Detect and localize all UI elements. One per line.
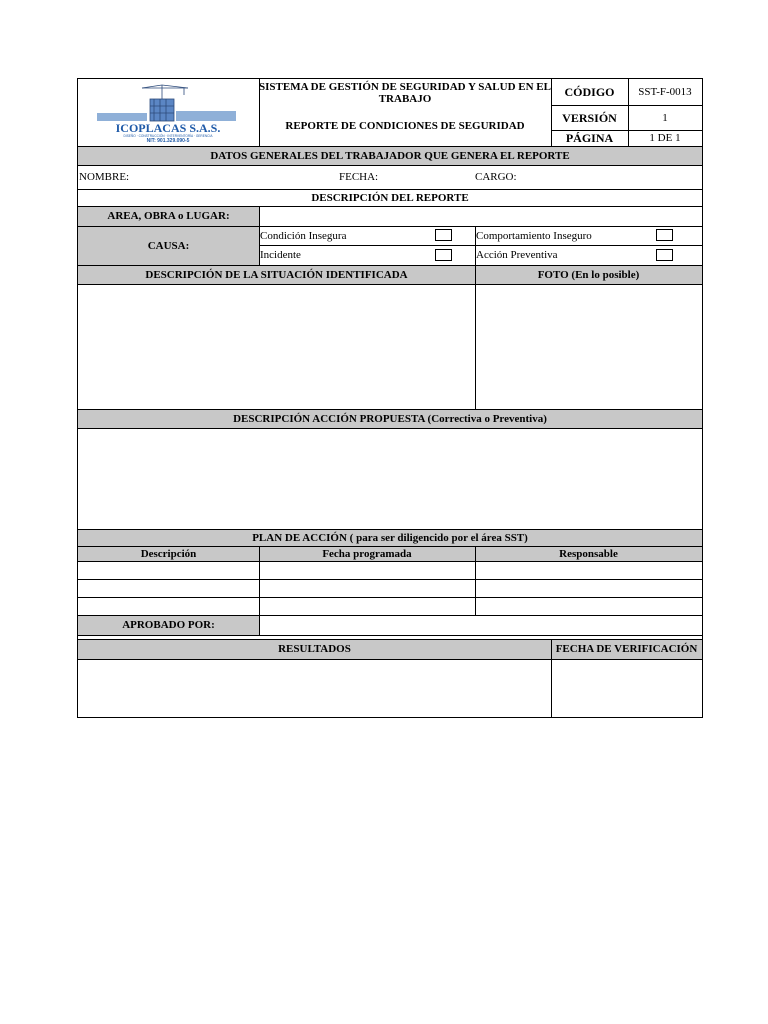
- nombre-label: NOMBRE:: [79, 171, 130, 183]
- resultados-field[interactable]: [78, 659, 551, 717]
- divider: [78, 635, 702, 636]
- logo-nit: NIT: 901.329.090-5: [146, 138, 190, 143]
- divider: [78, 561, 702, 562]
- codigo-label: CÓDIGO: [564, 85, 615, 99]
- system-title: SISTEMA DE GESTIÓN DE SEGURIDAD Y SALUD EN EL TRABAJO: [259, 81, 551, 105]
- plan-row-1-responsable[interactable]: [475, 561, 702, 579]
- version-label: VERSIÓN: [562, 110, 617, 125]
- plan-col-fecha: Fecha programada: [259, 546, 475, 561]
- situacion-section-header: DESCRIPCIÓN DE LA SITUACIÓN IDENTIFICADA: [78, 265, 475, 284]
- divider: [475, 226, 476, 265]
- divider: [259, 206, 260, 265]
- plan-col-descripcion: Descripción: [78, 546, 259, 561]
- divider: [259, 79, 260, 146]
- divider: [78, 165, 702, 166]
- divider: [78, 428, 702, 429]
- company-logo: [92, 83, 244, 143]
- cargo-label: CARGO:: [475, 171, 517, 183]
- accion-propuesta-field[interactable]: [78, 428, 702, 529]
- area-field[interactable]: [259, 206, 702, 226]
- area-label: AREA, OBRA o LUGAR:: [78, 206, 259, 226]
- incidente-label: Incidente: [260, 249, 301, 261]
- plan-row-3-responsable[interactable]: [475, 597, 702, 615]
- condicion-insegura-checkbox[interactable]: [435, 229, 452, 241]
- descripcion-section-header: DESCRIPCIÓN DEL REPORTE: [311, 191, 469, 204]
- aprobado-field[interactable]: [259, 615, 702, 635]
- fecha-label: FECHA:: [339, 171, 379, 183]
- divider: [78, 409, 702, 410]
- condicion-insegura-label: Condición Insegura: [260, 229, 347, 242]
- divider: [78, 639, 702, 640]
- plan-section-header: PLAN DE ACCIÓN ( para ser diligencido por el área SST): [78, 529, 702, 546]
- pagina-label: PÁGINA: [565, 131, 614, 145]
- divider: [78, 615, 702, 616]
- plan-row-1-descripcion[interactable]: [78, 561, 259, 579]
- plan-row-3-descripcion[interactable]: [78, 597, 259, 615]
- foto-section-header: FOTO (En lo posible): [475, 265, 702, 284]
- divider: [551, 79, 552, 146]
- divider: [475, 265, 476, 409]
- divider: [78, 659, 702, 660]
- divider: [628, 79, 629, 146]
- foto-field[interactable]: [475, 284, 702, 409]
- fecha-verificacion-header: FECHA DE VERIFICACIÓN: [551, 639, 702, 659]
- divider: [551, 639, 552, 717]
- fecha-verificacion-field[interactable]: [551, 659, 702, 717]
- logo-tagline: DISEÑO · CONSTRUCCIÓN · INTERVENTORÍA · GERENCIA: [123, 134, 213, 138]
- plan-row-3-fecha[interactable]: [259, 597, 475, 615]
- plan-row-2-responsable[interactable]: [475, 579, 702, 597]
- divider: [78, 529, 702, 530]
- version-value: 1: [662, 111, 668, 124]
- divider: [259, 245, 702, 246]
- accion-preventiva-label: Acción Preventiva: [476, 249, 558, 261]
- situacion-field[interactable]: [78, 284, 475, 409]
- codigo-value: SST-F-0013: [638, 86, 692, 98]
- divider: [78, 226, 702, 227]
- divider: [78, 146, 702, 147]
- divider: [551, 130, 702, 131]
- accion-preventiva-checkbox[interactable]: [656, 249, 673, 261]
- divider: [78, 597, 702, 598]
- plan-row-2-descripcion[interactable]: [78, 579, 259, 597]
- divider: [551, 105, 702, 106]
- plan-row-1-fecha[interactable]: [259, 561, 475, 579]
- resultados-header: RESULTADOS: [78, 639, 551, 659]
- divider: [78, 189, 702, 190]
- plan-col-responsable: Responsable: [475, 546, 702, 561]
- divider: [78, 206, 702, 207]
- safety-report-form: [77, 78, 703, 718]
- divider: [475, 546, 476, 615]
- comportamiento-inseguro-checkbox[interactable]: [656, 229, 673, 241]
- datos-section-header: DATOS GENERALES DEL TRABAJADOR QUE GENERA EL REPORTE: [78, 146, 702, 165]
- divider: [78, 579, 702, 580]
- plan-row-2-fecha[interactable]: [259, 579, 475, 597]
- accion-propuesta-header: DESCRIPCIÓN ACCIÓN PROPUESTA (Correctiva o Preventiva): [78, 409, 702, 428]
- divider: [78, 284, 702, 285]
- divider: [259, 546, 260, 615]
- divider: [259, 615, 260, 635]
- pagina-value: 1 DE 1: [649, 132, 681, 144]
- incidente-checkbox[interactable]: [435, 249, 452, 261]
- logo-company-name: ICOPLACAS S.A.S.: [115, 121, 221, 135]
- causa-label: CAUSA:: [78, 226, 259, 265]
- report-title: REPORTE DE CONDICIONES DE SEGURIDAD: [285, 120, 525, 132]
- divider: [78, 265, 702, 266]
- divider: [78, 546, 702, 547]
- comportamiento-inseguro-label: Comportamiento Inseguro: [476, 229, 592, 242]
- aprobado-label: APROBADO POR:: [78, 615, 259, 635]
